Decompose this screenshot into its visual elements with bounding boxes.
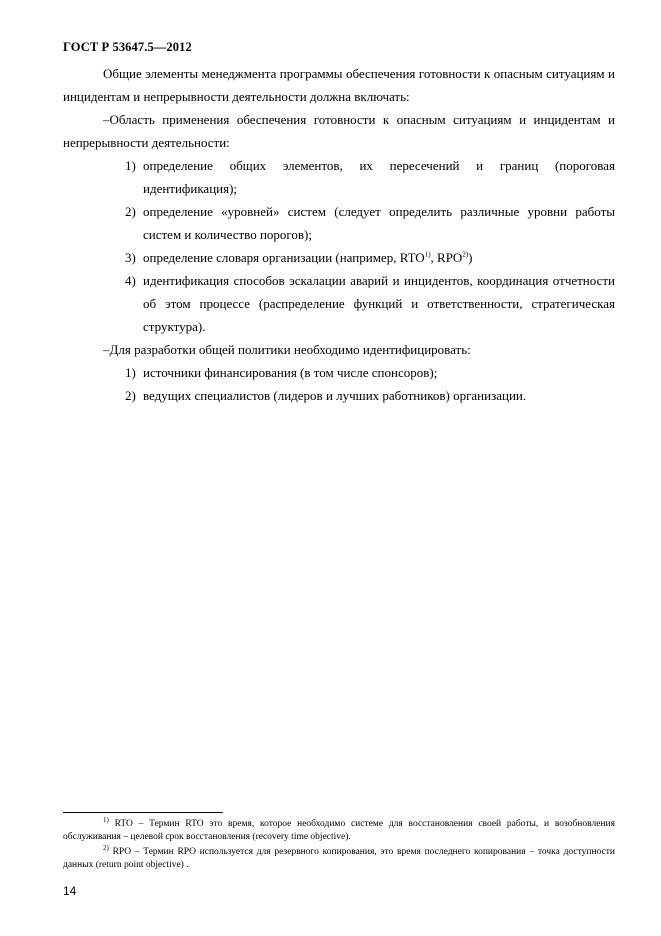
list-item-number: 2) xyxy=(125,204,136,219)
footnote-marker: 1) xyxy=(103,815,109,824)
list-item xyxy=(63,154,615,200)
list-item-text: определение «уровней» систем (следует определить различные уровни работы систем и количество порогов); xyxy=(143,204,615,242)
list-item-text: ведущих специалистов (лидеров и лучших работников) организации. xyxy=(143,388,527,403)
list-item-number: 1) xyxy=(125,158,136,173)
document-header: ГОСТ Р 53647.5—2012 xyxy=(63,40,192,54)
list-item-number: 1) xyxy=(125,365,136,380)
list-item-number: 3) xyxy=(125,250,136,265)
list-item xyxy=(63,361,615,384)
list-item xyxy=(63,269,615,338)
list-item-number: 4) xyxy=(125,273,136,288)
footnote-divider xyxy=(63,812,223,813)
list-item-text: определение общих элементов, их пересечений и границ (пороговая идентификация); xyxy=(143,158,615,196)
list-item-number: 2) xyxy=(125,388,136,403)
footnote-text: RTO – Термин RTO это время, которое необходимо системе для восстановления своей работы, и возобновления обслуживания – целевой срок восстановления (recovery time objective). xyxy=(63,819,615,842)
page-number: 14 xyxy=(63,884,77,898)
list-item-text xyxy=(143,246,615,269)
footnote-text: RPO – Термин RPO используется для резервного копирования, это время последнего копирования – точка доступности данных (return point objective) . xyxy=(63,847,615,870)
list-item-text: источники финансирования (в том числе спонсоров); xyxy=(143,365,438,380)
list-item-text-part: ) xyxy=(468,250,473,265)
list-item-text-part: определение словаря организации (например, RTO xyxy=(143,250,425,265)
footnote-marker: 2) xyxy=(103,843,109,852)
scope-list xyxy=(63,154,615,338)
list-item-text: идентификация способов эскалации аварий и инцидентов, координация отчетности об этом процессе (распределение функций и ответственности, стратегическая структура). xyxy=(143,273,615,334)
list-item xyxy=(63,246,615,269)
list-item-text-part: , RPO xyxy=(430,250,463,265)
footnote-ref-1: 1) xyxy=(424,250,431,259)
section-policy: –Для разработки общей политики необходимо идентифицировать: xyxy=(103,342,471,357)
footnotes xyxy=(63,815,615,872)
footnote-ref-2: 2) xyxy=(462,250,469,259)
footnote-2 xyxy=(63,843,615,872)
list-item xyxy=(63,200,615,246)
document-body xyxy=(63,62,615,407)
footnote-1 xyxy=(63,815,615,844)
intro-paragraph: Общие элементы менеджмента программы обеспечения готовности к опасным ситуациям и инцидентам и непрерывности деятельности должна включать: xyxy=(63,66,615,104)
list-item xyxy=(63,384,615,407)
section-scope: –Область применения обеспечения готовности к опасным ситуациям и инцидентам и непрерывности деятельности: xyxy=(63,112,615,150)
policy-list xyxy=(63,361,615,407)
